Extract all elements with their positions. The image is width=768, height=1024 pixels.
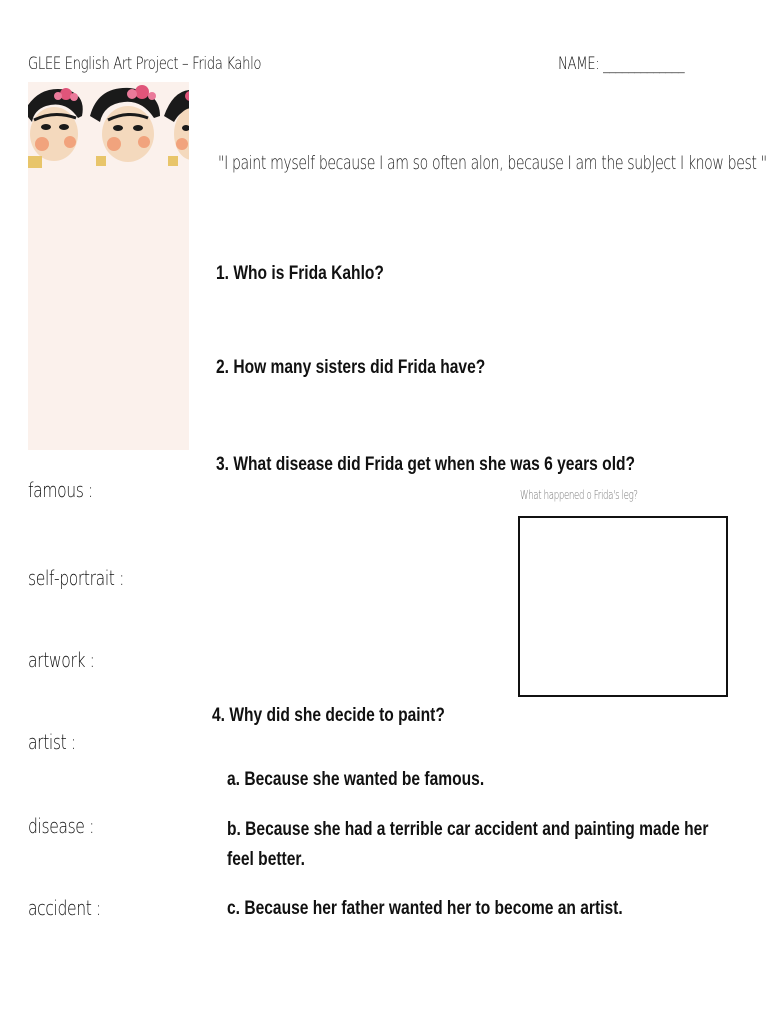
question-3: 3. What disease did Frida get when she was 6 years old? bbox=[216, 454, 636, 475]
vocab-famous: famous : bbox=[28, 478, 93, 502]
vocab-accident: accident : bbox=[28, 896, 101, 920]
leg-drawing-box[interactable] bbox=[518, 516, 728, 697]
frida-face-icon bbox=[28, 88, 83, 168]
option-b-continued: feel better. bbox=[227, 849, 305, 870]
question-1: 1. Who is Frida Kahlo? bbox=[216, 263, 384, 284]
drawing-box-caption: What happened o Frida's leg? bbox=[520, 488, 638, 502]
frida-quote: "I paint myself because I am so often alon, because I am the subJect I know best " bbox=[218, 152, 767, 174]
frida-face-icon bbox=[90, 85, 160, 166]
option-c[interactable]: c. Because her father wanted her to become an artist. bbox=[227, 898, 623, 919]
frida-illustration-banner bbox=[28, 82, 189, 450]
option-b[interactable]: b. Because she had a terrible car accident and painting made her bbox=[227, 819, 709, 840]
frida-face-icon bbox=[164, 90, 189, 166]
vocab-artist: artist : bbox=[28, 730, 76, 754]
vocab-artwork: artwork : bbox=[28, 648, 95, 672]
frida-portrait-illustration bbox=[28, 82, 189, 172]
question-2: 2. How many sisters did Frida have? bbox=[216, 357, 486, 378]
vocab-self-portrait: self-portrait : bbox=[28, 566, 124, 590]
option-a[interactable]: a. Because she wanted be famous. bbox=[227, 769, 485, 790]
vocab-disease: disease : bbox=[28, 814, 94, 838]
name-field[interactable]: NAME: _____________ bbox=[558, 54, 685, 74]
question-4: 4. Why did she decide to paint? bbox=[212, 705, 445, 726]
worksheet-title: GLEE English Art Project – Frida Kahlo bbox=[28, 54, 262, 74]
